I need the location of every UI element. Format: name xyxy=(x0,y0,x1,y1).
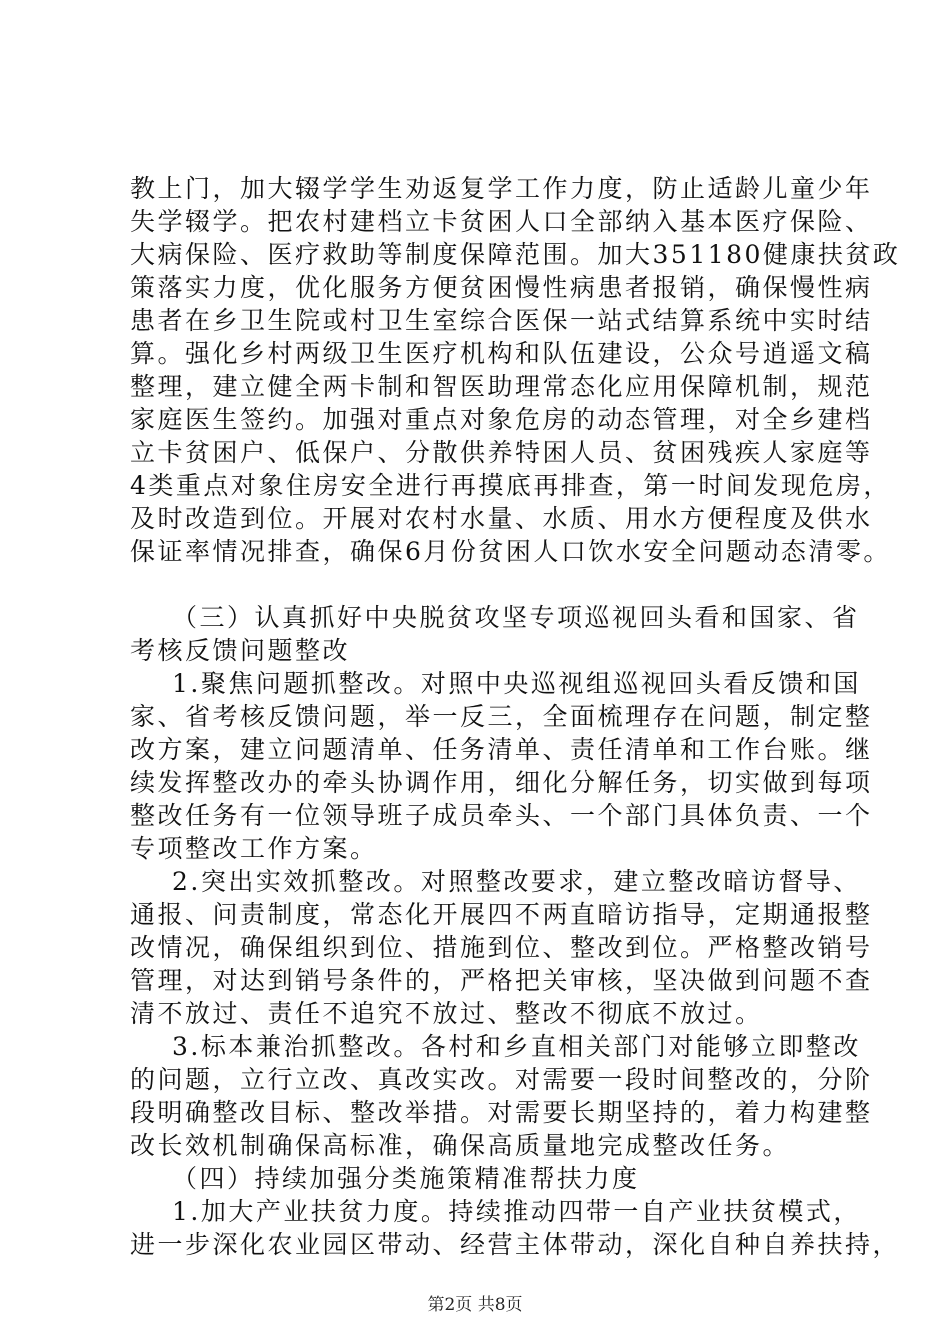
text-line: 策落实力度，优化服务方便贫困慢性病患者报销，确保慢性病 xyxy=(130,273,873,302)
section-heading: （三）认真抓好中央脱贫攻坚专项巡视回头看和国家、省 xyxy=(172,603,860,632)
text-line: 改方案，建立问题清单、任务清单、责任清单和工作台账。继 xyxy=(130,735,873,764)
text-line: 进一步深化农业园区带动、经营主体带动，深化自种自养扶持， xyxy=(130,1230,901,1259)
text-line: 管理，对达到销号条件的，严格把关审核，坚决做到问题不查 xyxy=(130,966,873,995)
text-line: 家庭医生签约。加强对重点对象危房的动态管理，对全乡建档 xyxy=(130,405,873,434)
text-line: 2.突出实效抓整改。对照整改要求，建立整改暗访督导、 xyxy=(172,867,861,896)
section-heading: （四）持续加强分类施策精准帮扶力度 xyxy=(172,1164,640,1193)
text-line: 保证率情况排查，确保6月份贫困人口饮水安全问题动态清零。 xyxy=(130,537,891,566)
text-line: 1.加大产业扶贫力度。持续推动四带一自产业扶贫模式， xyxy=(172,1197,861,1226)
text-line: 段明确整改目标、整改举措。对需要长期坚持的，着力构建整 xyxy=(130,1098,873,1127)
text-line: 3.标本兼治抓整改。各村和乡直相关部门对能够立即整改 xyxy=(172,1032,861,1061)
text-line: 改情况，确保组织到位、措施到位、整改到位。严格整改销号 xyxy=(130,933,873,962)
text-line: 患者在乡卫生院或村卫生室综合医保一站式结算系统中实时结 xyxy=(130,306,873,335)
text-line: 续发挥整改办的牵头协调作用，细化分解任务，切实做到每项 xyxy=(130,768,873,797)
text-line: 立卡贫困户、低保户、分散供养特困人员、贫困残疾人家庭等 xyxy=(130,438,873,467)
text-line: 改长效机制确保高标准，确保高质量地完成整改任务。 xyxy=(130,1131,791,1160)
text-line: 大病保险、医疗救助等制度保障范围。加大351180健康扶贫政 xyxy=(130,240,901,269)
paragraph-gap xyxy=(130,568,860,601)
text-line: 家、省考核反馈问题，举一反三，全面梳理存在问题，制定整 xyxy=(130,702,873,731)
document-body xyxy=(130,172,901,1261)
text-line: 通报、问责制度，常态化开展四不两直暗访指导，定期通报整 xyxy=(130,900,873,929)
text-line: 的问题，立行立改、真改实改。对需要一段时间整改的，分阶 xyxy=(130,1065,873,1094)
text-line: 失学辍学。把农村建档立卡贫困人口全部纳入基本医疗保险、 xyxy=(130,207,873,236)
text-line: 1.聚焦问题抓整改。对照中央巡视组巡视回头看反馈和国 xyxy=(172,669,861,698)
text-line: 4类重点对象住房安全进行再摸底再排查，第一时间发现危房， xyxy=(130,471,891,500)
text-line: 专项整改工作方案。 xyxy=(130,834,378,863)
text-line: 整改任务有一位领导班子成员牵头、一个部门具体负责、一个 xyxy=(130,801,873,830)
text-line: 教上门，加大辍学学生劝返复学工作力度，防止适龄儿童少年 xyxy=(130,174,873,203)
text-line: 整理，建立健全两卡制和智医助理常态化应用保障机制，规范 xyxy=(130,372,873,401)
text-line: 及时改造到位。开展对农村水量、水质、用水方便程度及供水 xyxy=(130,504,873,533)
text-line: 清不放过、责任不追究不放过、整改不彻底不放过。 xyxy=(130,999,763,1028)
page-number: 第2页 共8页 xyxy=(427,1295,523,1315)
text-line: 算。强化乡村两级卫生医疗机构和队伍建设，公众号逍遥文稿 xyxy=(130,339,873,368)
section-heading-continued: 考核反馈问题整改 xyxy=(130,636,351,665)
